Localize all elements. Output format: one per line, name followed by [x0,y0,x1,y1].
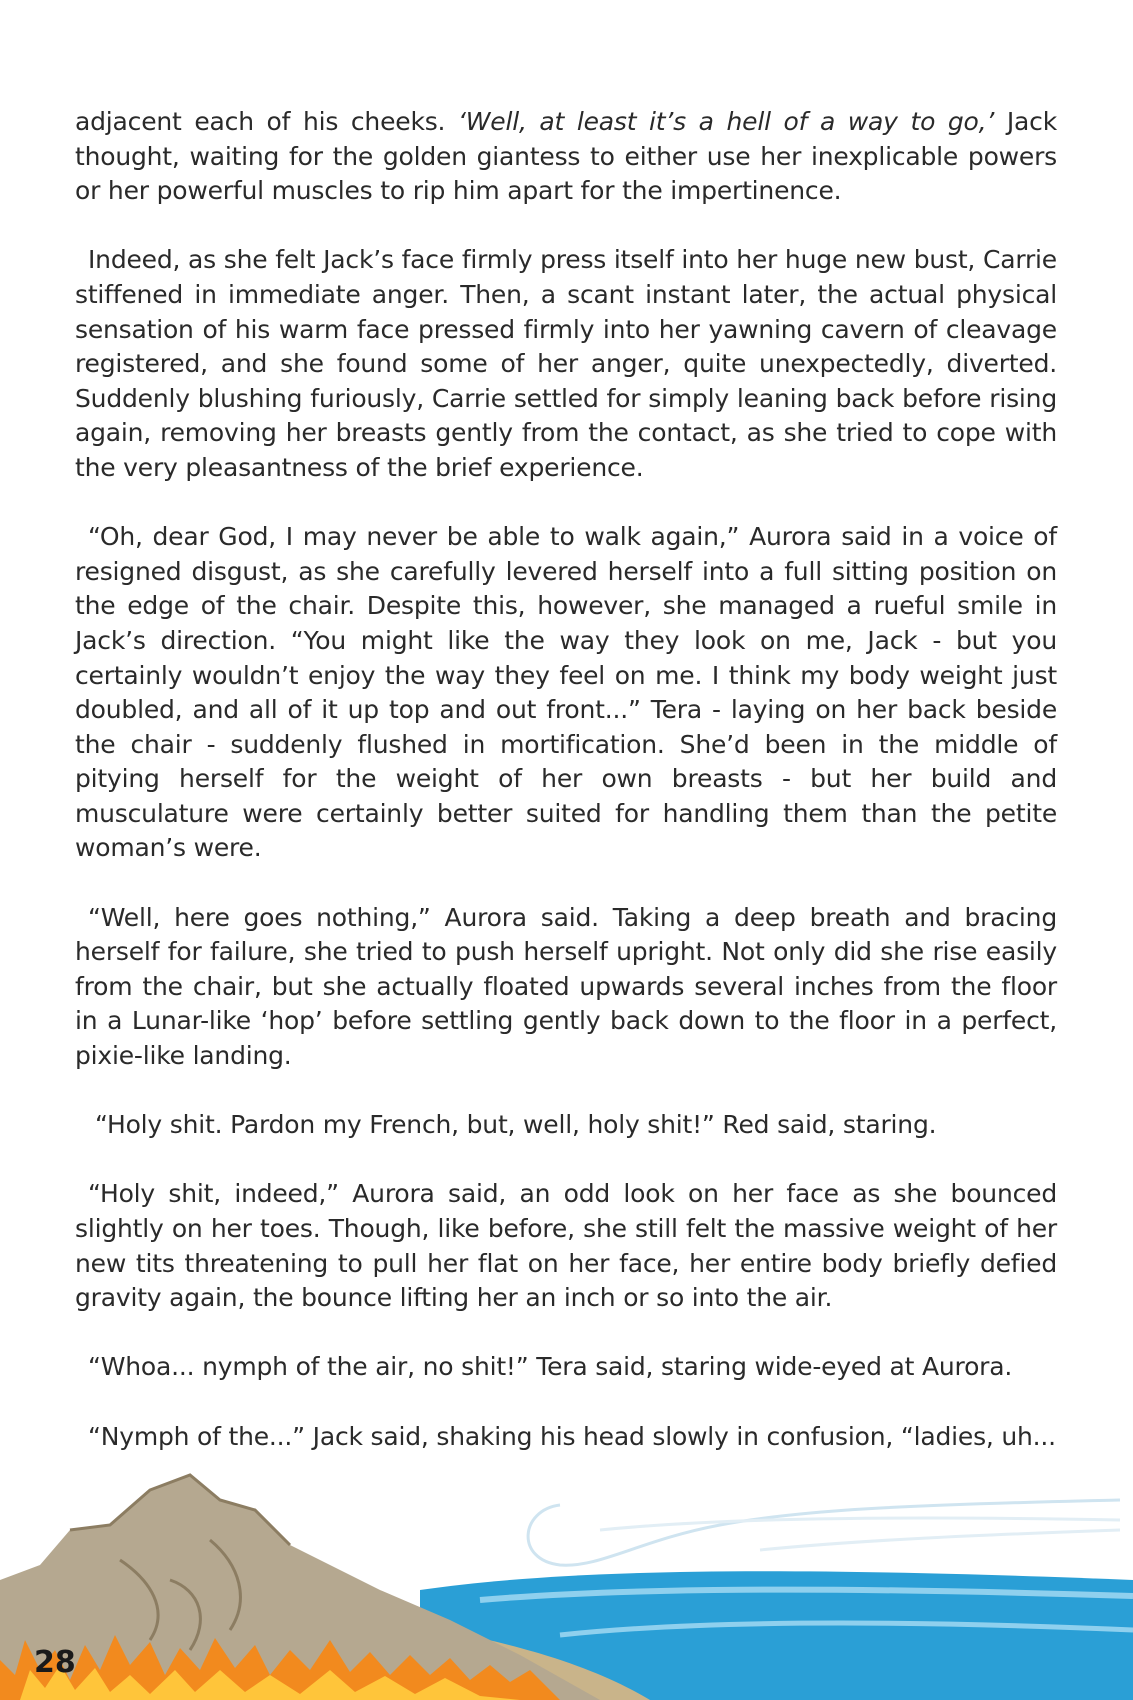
paragraph-1-lead: adjacent each of his cheeks. [75,107,459,136]
paragraph-1 [75,105,1057,209]
paragraph-1-tail: Jack thought, waiting for the golden giantess to either use her inexplicable powers or her powerful muscles to rip him apart for the impertinence. [75,107,1057,206]
paragraph-3: “Oh, dear God, I may never be able to walk again,” Aurora said in a voice of resigned disgust, as she carefully levered herself into a full sitting position on the edge of the chair. Despite this, however, she managed a rueful smile in Jack’s direction. “You might like the way they look on me, Jack - but you certainly wouldn’t enjoy the way they feel on me. I think my body weight just doubled, and all of it up top and out front...” Tera - laying on her back beside the chair - suddenly flushed in mortification. She’d been in the middle of pitying herself for the weight of her own breasts - but her build and musculature were certainly better suited for handling them than the petite woman’s were. [75,522,1057,863]
wind-swirl-icon [528,1500,1120,1565]
paragraph-4: “Well, here goes nothing,” Aurora said. Taking a deep breath and bracing herself for failure, she tried to push herself upright. Not only did she rise easily from the chair, but she actually floated upwards several inches from the floor in a Lunar-like ‘hop’ before settling gently back down to the floor in a perfect, pixie-like landing. [75,902,1057,1071]
paragraph-8: “Nymph of the...” Jack said, shaking his head slowly in confusion, “ladies, uh... [88,1421,1056,1451]
page-number: 28 [34,1645,76,1680]
body-text [75,105,1057,1489]
paragraph-2: Indeed, as she felt Jack’s face firmly press itself into her huge new bust, Carrie stiffened in immediate anger. Then, a scant instant later, the actual physical sensation of his warm face pressed firmly into her yawning cavern of cleavage registered, and she found some of her anger, quite unexpectedly, diverted. Suddenly blushing furiously, Carrie settled for simply leaning back before rising again, removing her breasts gently from the contact, as she tried to cope with the very pleasantness of the brief experience. [75,245,1057,482]
paragraph-6: “Holy shit, indeed,” Aurora said, an odd look on her face as she bounced slightly on her toes. Though, like before, she still felt the massive weight of her new tits threatening to pull her flat on her face, her entire body briefly defied gravity again, the bounce lifting her an inch or so into the air. [75,1179,1057,1313]
paragraph-5: “Holy shit. Pardon my French, but, well, holy shit!” Red said, staring. [95,1110,937,1140]
paragraph-7: “Whoa... nymph of the air, no shit!” Tera said, staring wide-eyed at Aurora. [88,1352,1013,1382]
footer-illustration [0,1470,1133,1700]
paragraph-1-thought: ‘Well, at least it’s a hell of a way to go,’ [458,107,995,136]
